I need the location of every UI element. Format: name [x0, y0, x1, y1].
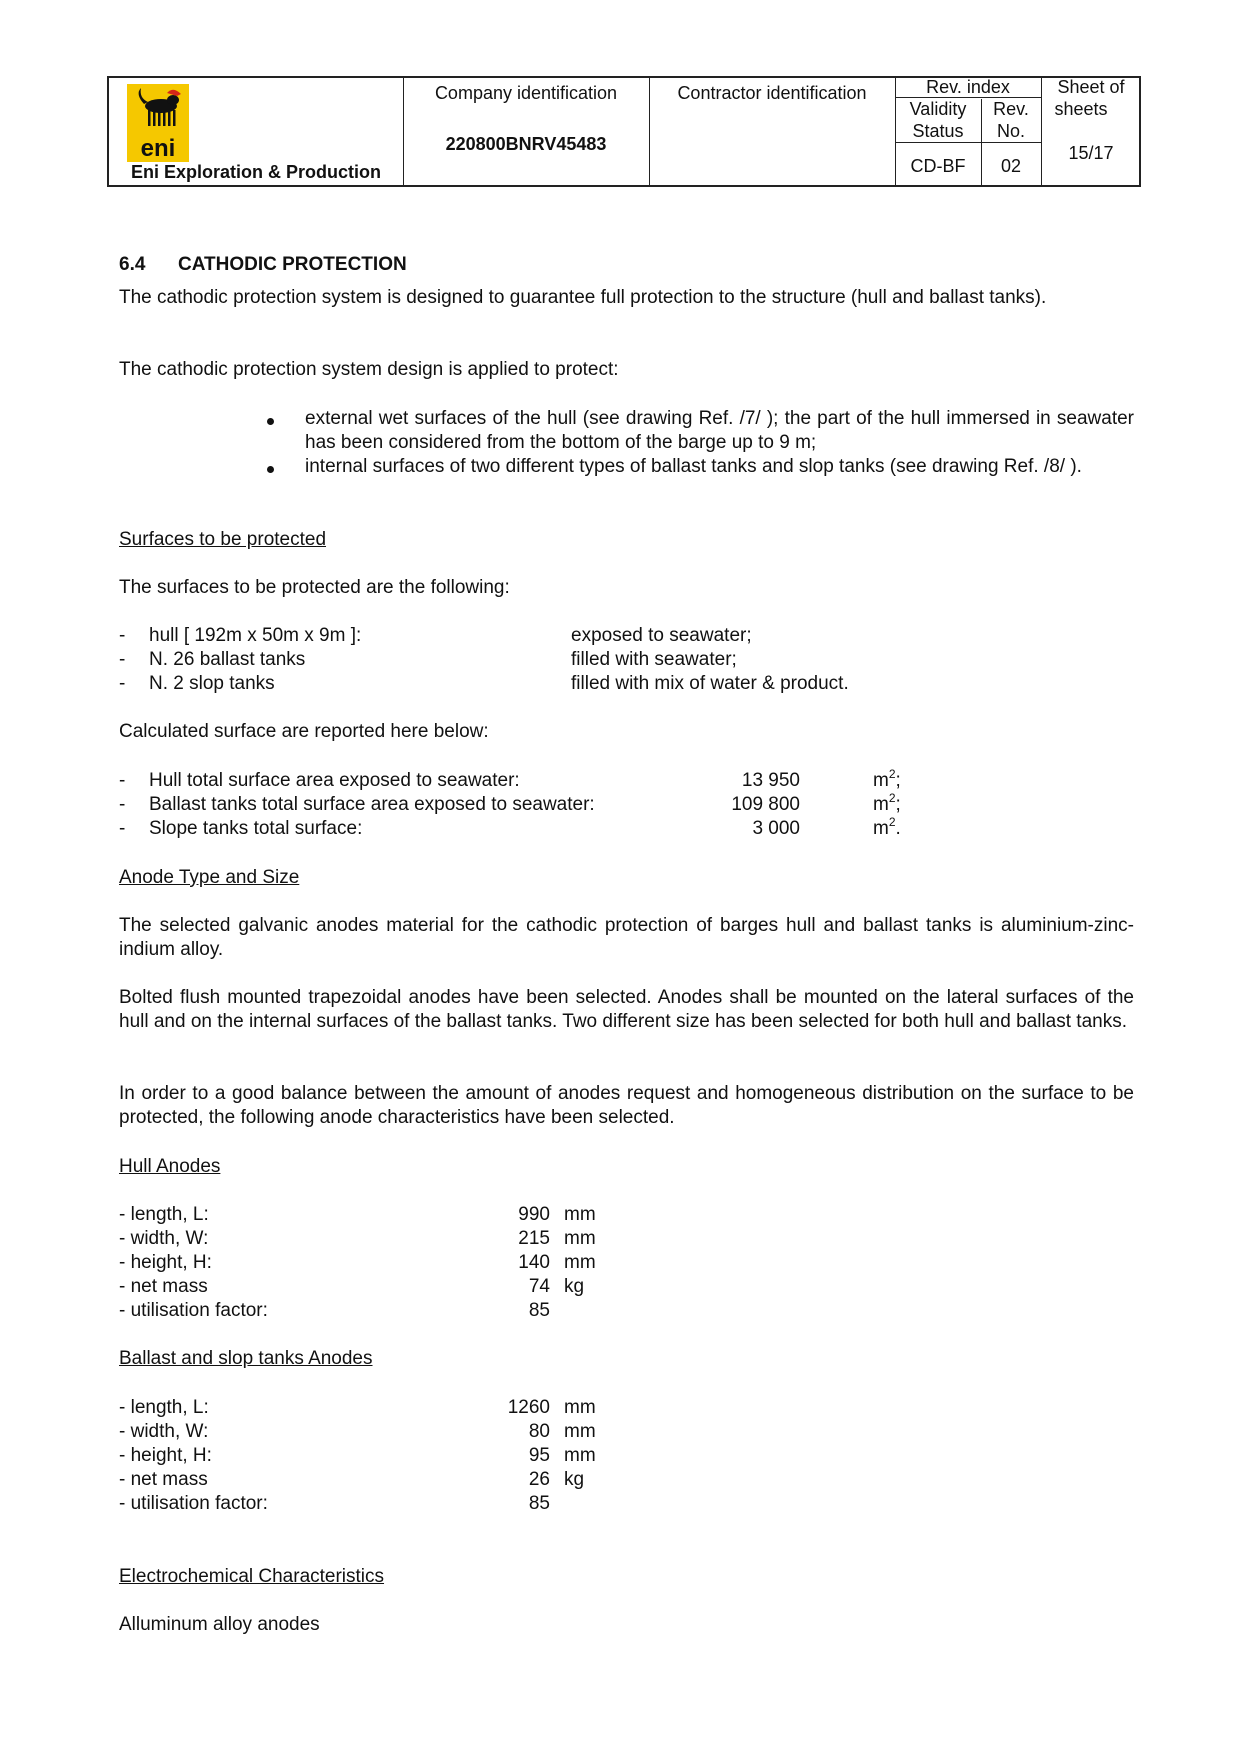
calc-name: Slope tanks total surface: [149, 818, 363, 839]
list-dash: - [119, 818, 126, 839]
calc-value: 3 000 [752, 818, 800, 839]
spec-unit: mm [564, 1421, 596, 1442]
anode-paragraph: In order to a good balance between the amount of anodes request and homogeneous distribution on the surface to be protected, the following anode characteristics have been selected. [119, 1083, 1134, 1128]
spec-label: - net mass [119, 1469, 208, 1490]
company-identification-value: 220800BNRV45483 [445, 134, 607, 154]
list-dash: - [119, 649, 126, 670]
section-number: 6.4 [119, 254, 146, 275]
surface-name: N. 26 ballast tanks [149, 649, 306, 670]
surface-desc: filled with seawater; [571, 649, 737, 670]
spec-label: - height, H: [119, 1445, 212, 1466]
calc-intro: Calculated surface are reported here below: [119, 721, 489, 742]
surface-name: hull [ 192m x 50m x 9m ]: [149, 625, 362, 646]
surface-desc: exposed to seawater; [571, 625, 752, 646]
spec-label: - net mass [119, 1276, 208, 1297]
company-identification-label: Company identification [434, 83, 618, 103]
hull-anodes-heading: Hull Anodes [119, 1156, 221, 1177]
anode-paragraph: The selected galvanic anodes material for the cathodic protection of barges hull and ballast tanks is aluminium-zinc-indium alloy. [119, 915, 1134, 960]
surfaces-heading: Surfaces to be protected [119, 529, 327, 550]
spec-label: - utilisation factor: [119, 1300, 268, 1321]
spec-label: - length, L: [119, 1204, 209, 1225]
spec-unit: mm [564, 1204, 596, 1225]
spec-value: 85 [528, 1300, 550, 1321]
sheet-label: sheets [1054, 99, 1108, 119]
electro-text: Alluminum alloy anodes [119, 1614, 320, 1635]
spec-unit: kg [564, 1276, 585, 1297]
calc-unit: $m^2$. [873, 815, 901, 839]
bullet-item: external wet surfaces of the hull (see drawing Ref. /7/ ); the part of the hull immersed in seawater has been considered from the bottom of the barge up to 9 m; [305, 408, 1134, 453]
calc-name: Ballast tanks total surface area exposed to seawater: [149, 794, 595, 815]
anode-heading: Anode Type and Size [119, 867, 300, 888]
surfaces-intro: The surfaces to be protected are the following: [119, 577, 510, 598]
bullet-icon [267, 466, 274, 473]
validity-status-value: CD-BF [910, 156, 966, 176]
validity-status-label: Status [912, 121, 964, 141]
rev-no-value: 02 [1000, 156, 1022, 176]
sheet-label: Sheet of [1057, 77, 1125, 97]
calc-unit: $m^2$; [873, 767, 901, 791]
sheet-value: 15/17 [1068, 143, 1114, 163]
spec-label: - width, W: [119, 1421, 209, 1442]
spec-unit: kg [564, 1469, 585, 1490]
spec-value: 990 [518, 1204, 550, 1225]
surface-name: N. 2 slop tanks [149, 673, 275, 694]
spec-label: - width, W: [119, 1228, 209, 1249]
rev-index-label: Rev. index [926, 77, 1010, 97]
ballast-anodes-heading: Ballast and slop tanks Anodes [119, 1348, 373, 1369]
list-dash: - [119, 770, 126, 791]
section-title: CATHODIC PROTECTION [178, 254, 407, 275]
spec-unit: mm [564, 1445, 596, 1466]
spec-value: 1260 [507, 1397, 550, 1418]
logo-wordmark: eni [140, 135, 176, 162]
eni-logo [127, 84, 189, 162]
spec-value: 140 [518, 1252, 550, 1273]
spec-unit: mm [564, 1228, 596, 1249]
applied-paragraph: The cathodic protection system design is applied to protect: [119, 359, 619, 380]
list-dash: - [119, 625, 126, 646]
bullet-item: internal surfaces of two different types of ballast tanks and slop tanks (see drawing Ref. /8/ ). [305, 456, 1082, 477]
company-name: Eni Exploration & Production [130, 162, 381, 182]
rev-no-label: Rev. [993, 99, 1029, 119]
spec-label: - height, H: [119, 1252, 212, 1273]
calc-value: 13 950 [741, 770, 800, 791]
spec-unit: mm [564, 1397, 596, 1418]
calc-value: 109 800 [731, 794, 800, 815]
electro-heading: Electrochemical Characteristics [119, 1566, 385, 1587]
document-header-table [107, 76, 1141, 187]
calc-unit: $m^2$; [873, 791, 901, 815]
contractor-identification-label: Contractor identification [677, 83, 867, 103]
spec-label: - length, L: [119, 1397, 209, 1418]
spec-value: 26 [528, 1469, 550, 1490]
spec-value: 85 [528, 1493, 550, 1514]
rev-no-label: No. [996, 121, 1025, 141]
spec-unit: mm [564, 1252, 596, 1273]
header-divider [895, 142, 1041, 143]
anode-paragraph: Bolted flush mounted trapezoidal anodes have been selected. Anodes shall be mounted on the lateral surfaces of the hull and on the internal surfaces of the ballast tanks. Two different size has been selected for both hull and ballast tanks. [119, 987, 1134, 1032]
spec-value: 74 [528, 1276, 550, 1297]
bullet-icon [267, 418, 274, 425]
validity-status-label: Validity [909, 99, 967, 119]
list-dash: - [119, 673, 126, 694]
spec-value: 95 [528, 1445, 550, 1466]
calc-name: Hull total surface area exposed to seawater: [149, 770, 520, 791]
list-dash: - [119, 794, 126, 815]
spec-label: - utilisation factor: [119, 1493, 268, 1514]
spec-value: 215 [518, 1228, 550, 1249]
intro-paragraph: The cathodic protection system is designed to guarantee full protection to the structure (hull and ballast tanks). [119, 287, 1047, 308]
surface-desc: filled with mix of water & product. [571, 673, 849, 694]
spec-value: 80 [528, 1421, 550, 1442]
